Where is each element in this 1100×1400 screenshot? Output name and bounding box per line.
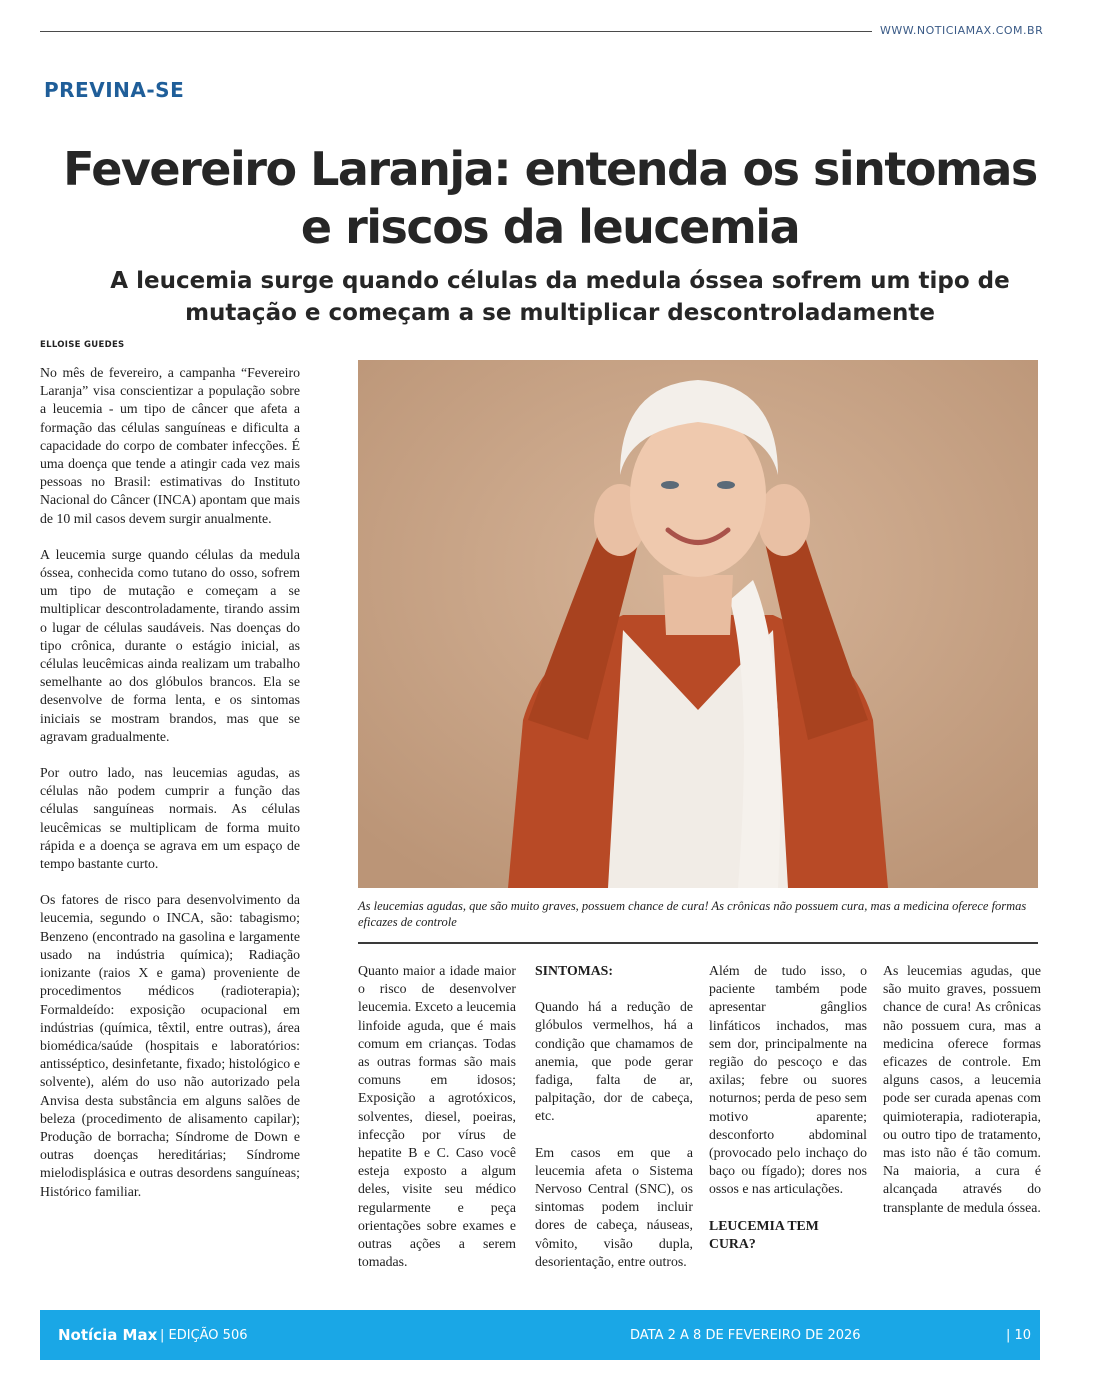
- headline-line-1: Fevereiro Laranja: entenda os sintomas: [63, 142, 1037, 196]
- subhead-line-2: mutação e começam a se multiplicar descontroladamente: [185, 300, 935, 326]
- paragraph: Os fatores de risco para desenvolvimento da leucemia, segundo o INCA, são: tabagismo; Benzeno (encontrado na gasolina e largamente usado na indústria química); Radiação ionizante (raios X e gama) proveniente de procedimentos médicos (radioterapia); Formaldeído: exposição ocupacional em indústrias (química, têxtil, entre outras), área biomédica/saúde (hospitais e laboratórios: antisséptico, desinfetante, fixado; histológico e solvente), além do uso não autorizado pela Anvisa desta substância em alguns salões de beleza (procedimento de alisamento capilar); Produção de borracha; Síndrome de Down e outras doenças hereditárias; Síndrome mielodisplásica e outras desordens sanguíneas; Histórico familiar.: [40, 892, 300, 1199]
- subheadline: [80, 265, 1040, 329]
- paragraph: As leucemias agudas, que são muito graves, possuem chance de cura! As crônicas não possuem cura, mas a medicina oferece formas eficazes de controle. Em alguns casos, a leucemia pode ser curada apenas com quimioterapia, radioterapia, ou outro tipo de tratamento, mas isto não é tão comum. Na maioria, a cura é alcançada através do transplante de medula óssea.: [883, 963, 1041, 1215]
- headline-line-2: e riscos da leucemia: [300, 200, 800, 254]
- footer-bar: [40, 1310, 1040, 1360]
- photo-caption: As leucemias agudas, que são muito graves, possuem chance de cura! As crônicas não possuem cura, mas a medicina oferece formas eficazes de controle: [358, 899, 1027, 929]
- subhead-line-1: A leucemia surge quando células da medula óssea sofrem um tipo de: [110, 268, 1010, 294]
- woman-headscarf-illustration: [358, 360, 1038, 888]
- paragraph: Quanto maior a idade maior o risco de desenvolver leucemia. Exceto a leucemia linfoide aguda, que é mais comum em crianças. Todas as outras formas são mais comuns em idosos; Exposição a agrotóxicos, solventes, diesel, poeiras, infecção por vírus de hepatite B e C. Caso você esteja exposto a algum deles, visite seu médico regularmente e peça orientações sobre exames e outras ações a serem tomadas.: [358, 963, 516, 1270]
- section-heading-cura: LEUCEMIA TEM CURA?: [709, 1217, 819, 1251]
- column-3: [709, 962, 867, 1271]
- paragraph: No mês de fevereiro, a campanha “Fevereiro Laranja” visa conscientizar a população sobre a leucemia - um tipo de câncer que afeta a formação das células sanguíneas e dificulta a capacidade do corpo de combater infecções. É uma doença que tende a atingir cada vez mais pessoas no Brasil: estimativas do Instituto Nacional do Câncer (INCA) apontam que mais de 10 mil casos devem surgir anualmente.: [40, 365, 300, 526]
- footer-brand: Notícia Max: [58, 1326, 158, 1344]
- column-1: [358, 962, 516, 1289]
- paragraph: Quando há a redução de glóbulos vermelhos, há a condição que chamamos de anemia, que pode gerar fadiga, falta de ar, palpitação, dor de cabeça, etc.: [535, 999, 693, 1124]
- site-url[interactable]: WWW.NOTICIAMAX.COM.BR: [880, 24, 1044, 37]
- header-rule: [40, 31, 872, 32]
- footer-date: DATA 2 A 8 DE FEVEREIRO DE 2026: [630, 1328, 861, 1343]
- paragraph: A leucemia surge quando células da medula óssea, conhecida como tutano do osso, sofrem um tipo de mutação e começam a se multiplicar descontroladamente, tirando assim o lugar de células saudáveis. Nas doenças do tipo crônica, durante o estágio inicial, as células leucêmicas ainda realizam um trabalho semelhante ao dos glóbulos brancos. Ela se desenvolve de forma lenta, e os sintomas iniciais se mostram brandos, mas que se agravam gradualmente.: [40, 546, 300, 744]
- section-heading-sintomas: SINTOMAS:: [535, 963, 613, 978]
- paragraph: Além de tudo isso, o paciente também pode apresentar gânglios linfáticos inchados, mas sem dor, principalmente na região do pescoço e das axilas; febre ou suores noturnos; perda de peso sem motivo aparente; desconforto abdominal (provocado pelo inchaço do baço ou fígado); dores nos ossos e nas articulações.: [709, 963, 867, 1197]
- paragraph: Em casos em que a leucemia afeta o Sistema Nervoso Central (SNC), os sintomas podem incluir dores de cabeça, náuseas, vômito, visão dupla, desorientação, entre outros.: [535, 1144, 693, 1269]
- column-4: [883, 962, 1041, 1235]
- left-column: [40, 364, 300, 1219]
- footer-page-number: | 10: [1006, 1328, 1032, 1343]
- column-2: [535, 962, 693, 1289]
- footer-edition: | EDIÇÃO 506: [160, 1328, 248, 1343]
- headline: [60, 140, 1040, 256]
- paragraph: Por outro lado, nas leucemias agudas, as células não podem cumprir a função das células sanguíneas normais. As células leucêmicas se multiplicam de forma muito rápida e a doença se agrava em um espaço de tempo bastante curto.: [40, 765, 300, 872]
- article-photo: [358, 360, 1038, 888]
- byline: ELLOISE GUEDES: [40, 340, 125, 350]
- section-label: PREVINA-SE: [44, 78, 185, 102]
- caption-rule: [358, 942, 1038, 944]
